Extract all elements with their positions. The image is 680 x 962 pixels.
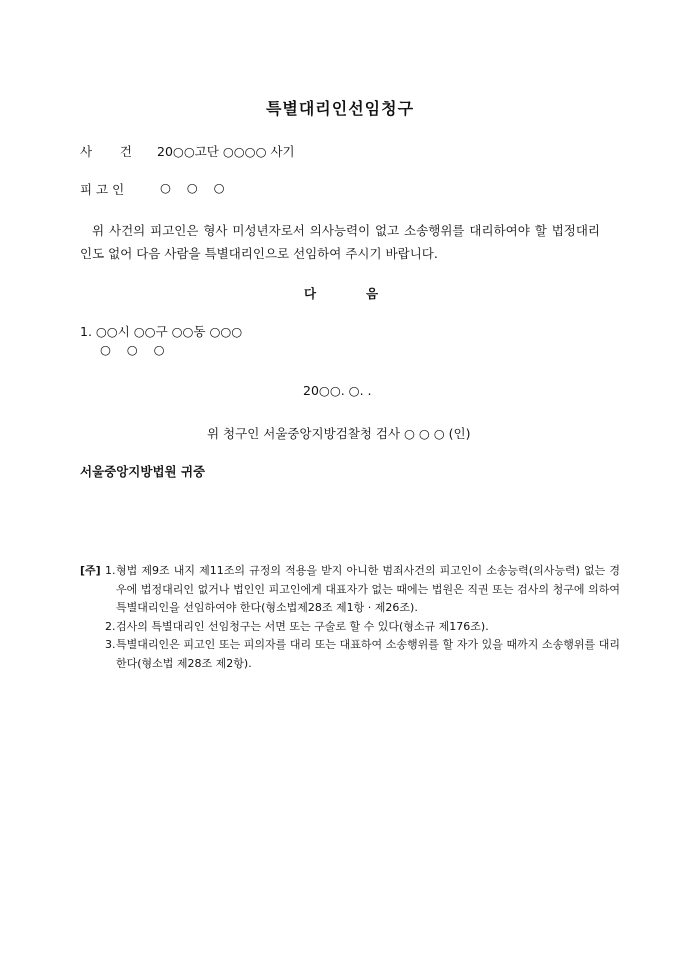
note-text-2: 검사의 특별대리인 선임청구는 서면 또는 구술로 할 수 있다(형소규 제176조).	[116, 619, 489, 633]
heading-da: 다	[304, 286, 317, 301]
note-number-3: 3.	[105, 638, 116, 651]
notes-list	[80, 562, 620, 673]
note-text-1: 형법 제9조 내지 제11조의 규정의 적용을 받지 아니한 범죄사건의 피고인이 소송능력(의사능력) 없는 경우에 법정대리인 없거나 법인인 피고인에게 대표자가 없는 때에는 법원은 직권 또는 검사의 청구에 의하여 특별대리인을 선임하여야 한다(형소법제28조 제1항 · 제26조).	[116, 564, 620, 614]
appointee-address: 1. ○○시 ○○구 ○○동 ○○○	[80, 324, 243, 339]
heading-eum: 음	[366, 286, 379, 301]
defendant-name: ○ ○ ○	[160, 180, 225, 195]
note-item-2	[80, 618, 620, 637]
appointee-name: ○ ○ ○	[100, 342, 165, 357]
note-number-1: 1.	[105, 564, 116, 577]
document-title: 특별대리인선임청구	[265, 99, 415, 118]
requester-line: 위 청구인 서울중앙지방검찰청 검사 ○ ○ ○ (인)	[207, 426, 471, 441]
defendant-label: 피 고 인	[80, 182, 125, 197]
request-date: 20○○. ○. .	[303, 383, 372, 398]
request-body-text: 위 사건의 피고인은 형사 미성년자로서 의사능력이 없고 소송행위를 대리하여야 할 법정대리인도 없어 다음 사람을 특별대리인으로 선임하여 주시기 바랍니다.	[80, 223, 600, 261]
note-number-2: 2.	[105, 619, 116, 633]
case-label: 사 건	[80, 144, 132, 159]
court-addressee: 서울중앙지방법원 귀중	[80, 464, 206, 479]
case-value: 20○○고단 ○○○○ 사기	[157, 144, 295, 159]
notes-tag-label: [주]	[80, 564, 101, 577]
note-item-1	[80, 562, 620, 618]
note-text-3: 특별대리인은 피고인 또는 피의자를 대리 또는 대표하여 소송행위를 할 자가 있을 때까지 소송행위를 대리한다(형소법 제28조 제2항).	[116, 638, 620, 670]
note-item-3	[80, 636, 620, 673]
